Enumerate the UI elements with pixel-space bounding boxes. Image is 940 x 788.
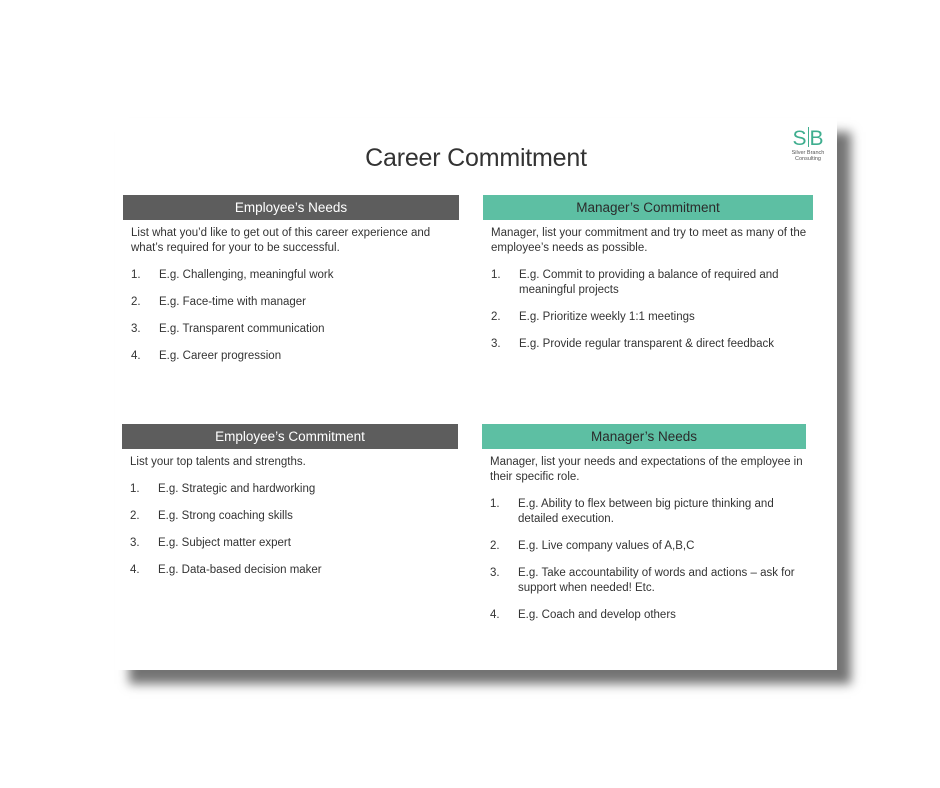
item-number: 2. [130, 510, 140, 522]
item-text: E.g. Subject matter expert [158, 537, 291, 549]
item-number: 2. [490, 540, 500, 552]
item-text: E.g. Take accountability of words and actions – ask for support when needed! Etc. [518, 567, 795, 594]
item-number: 1. [490, 498, 500, 510]
item-number: 2. [131, 296, 141, 308]
item-number: 3. [131, 323, 141, 335]
item-text: E.g. Strong coaching skills [158, 510, 293, 522]
item-text: E.g. Coach and develop others [518, 609, 676, 621]
list-item [482, 497, 806, 527]
item-text: E.g. Live company values of A,B,C [518, 540, 695, 552]
list-item [122, 536, 458, 551]
logo-line-1: Silver Branch [791, 150, 825, 156]
item-text: E.g. Commit to providing a balance of required and meaningful projects [519, 269, 779, 296]
item-number: 4. [130, 564, 140, 576]
section-heading: Manager’s Commitment [483, 195, 813, 220]
item-text: E.g. Ability to flex between big picture thinking and detailed execution. [518, 498, 774, 525]
section-heading: Employee’s Needs [123, 195, 459, 220]
list-item [123, 322, 459, 337]
section-employee-commitment [122, 424, 458, 590]
item-number: 3. [491, 338, 501, 350]
logo-letter-right: B [809, 127, 824, 150]
list-item [482, 608, 806, 623]
section-employee-needs [123, 195, 459, 376]
item-list [122, 482, 458, 578]
list-item [122, 509, 458, 524]
section-intro: Manager, list your needs and expectations of the employee in their specific role. [490, 456, 803, 483]
item-text: E.g. Provide regular transparent & direct feedback [519, 338, 775, 350]
section-intro: Manager, list your commitment and try to meet as many of the employee’s needs as possible. [491, 227, 807, 254]
item-number: 1. [130, 483, 140, 495]
item-list [483, 268, 813, 352]
item-number: 1. [491, 269, 501, 281]
list-item [123, 295, 459, 310]
section-intro: List your top talents and strengths. [130, 456, 306, 468]
section-heading: Employee’s Commitment [122, 424, 458, 449]
section-manager-commitment [483, 195, 813, 364]
item-text: E.g. Career progression [159, 350, 282, 362]
list-item [483, 268, 813, 298]
section-heading: Manager’s Needs [482, 424, 806, 449]
list-item [122, 563, 458, 578]
item-text: E.g. Challenging, meaningful work [159, 269, 334, 281]
item-text: E.g. Strategic and hardworking [158, 483, 316, 495]
section-intro: List what you’d like to get out of this career experience and what’s required for your to be successful. [131, 227, 431, 254]
list-item [123, 349, 459, 364]
item-number: 2. [491, 311, 501, 323]
item-list [123, 268, 459, 364]
item-number: 3. [490, 567, 500, 579]
item-text: E.g. Face-time with manager [159, 296, 307, 308]
item-list [482, 497, 806, 623]
item-number: 3. [130, 537, 140, 549]
item-text: E.g. Data-based decision maker [158, 564, 322, 576]
logo-mark [789, 127, 827, 150]
list-item [483, 310, 813, 325]
list-item [123, 268, 459, 283]
logo-letter-left: S [792, 127, 807, 150]
item-number: 4. [490, 609, 500, 621]
item-number: 1. [131, 269, 141, 281]
section-manager-needs [482, 424, 806, 635]
item-number: 4. [131, 350, 141, 362]
list-item [482, 566, 806, 596]
item-text: E.g. Prioritize weekly 1:1 meetings [519, 311, 695, 323]
list-item [122, 482, 458, 497]
logo-line-2: Consulting [795, 156, 821, 162]
list-item [482, 539, 806, 554]
document-page [115, 118, 837, 670]
logo-divider [808, 127, 809, 147]
list-item [483, 337, 813, 352]
page-title: Career Commitment [365, 144, 587, 172]
company-logo [789, 127, 827, 162]
item-text: E.g. Transparent communication [159, 323, 325, 335]
